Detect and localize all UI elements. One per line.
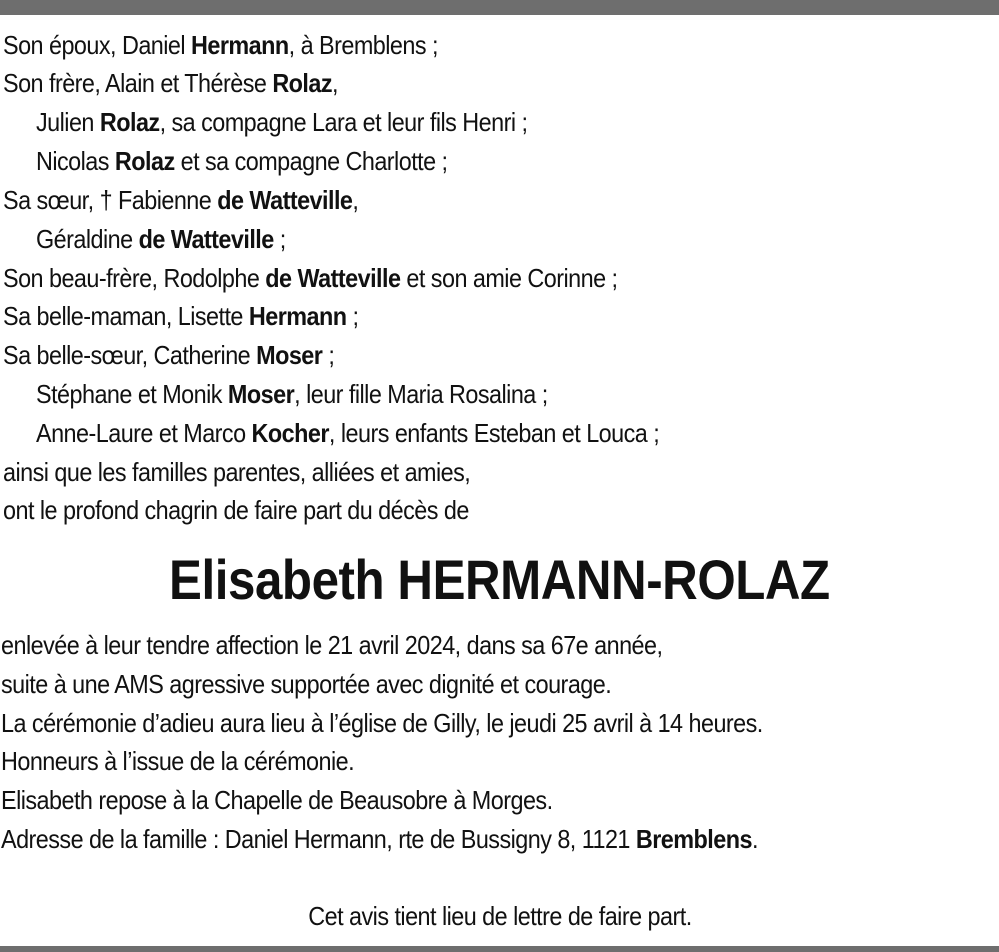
- family-line-relatives: ainsi que les familles parentes, alliées et amies,: [3, 457, 471, 487]
- family-line-stephane-monik: Stéphane et Monik Moser, leur fille Maria Rosalina ;: [36, 379, 548, 409]
- family-line-spouse: Son époux, Daniel Hermann, à Bremblens ;: [3, 30, 438, 60]
- family-line-niece-geraldine: Géraldine de Watteville ;: [36, 224, 286, 254]
- family-line-brother: Son frère, Alain et Thérèse Rolaz,: [3, 68, 338, 98]
- announcement-line: ont le profond chagrin de faire part du décès de: [3, 495, 469, 525]
- family-line-mother-in-law: Sa belle-maman, Lisette Hermann ;: [3, 301, 359, 331]
- family-line-brother-in-law: Son beau-frère, Rodolphe de Watteville et son amie Corinne ;: [3, 263, 618, 293]
- detail-line-date: enlevée à leur tendre affection le 21 avril 2024, dans sa 67e année,: [1, 630, 663, 660]
- footer-note: Cet avis tient lieu de lettre de faire part.: [307, 901, 692, 931]
- detail-line-illness: suite à une AMS agressive supportée avec dignité et courage.: [1, 669, 612, 699]
- bottom-border: [0, 946, 999, 952]
- family-line-sister: Sa sœur, † Fabienne de Watteville,: [3, 185, 359, 215]
- family-line-anne-laure-marco: Anne-Laure et Marco Kocher, leurs enfants Esteban et Louca ;: [36, 418, 660, 448]
- detail-line-chapel: Elisabeth repose à la Chapelle de Beausobre à Morges.: [1, 785, 553, 815]
- family-line-nephew-nicolas: Nicolas Rolaz et sa compagne Charlotte ;: [36, 146, 448, 176]
- deceased-name: Elisabeth HERMANN-ROLAZ: [169, 548, 830, 611]
- top-border: [0, 0, 999, 15]
- family-line-nephew-julien: Julien Rolaz, sa compagne Lara et leur fils Henri ;: [36, 107, 528, 137]
- family-line-sister-in-law: Sa belle-sœur, Catherine Moser ;: [3, 340, 335, 370]
- detail-line-address: Adresse de la famille : Daniel Hermann, rte de Bussigny 8, 1121 Bremblens.: [1, 824, 758, 854]
- detail-line-honours: Honneurs à l’issue de la cérémonie.: [1, 746, 355, 776]
- detail-line-ceremony: La cérémonie d’adieu aura lieu à l’église de Gilly, le jeudi 25 avril à 14 heures.: [1, 708, 763, 738]
